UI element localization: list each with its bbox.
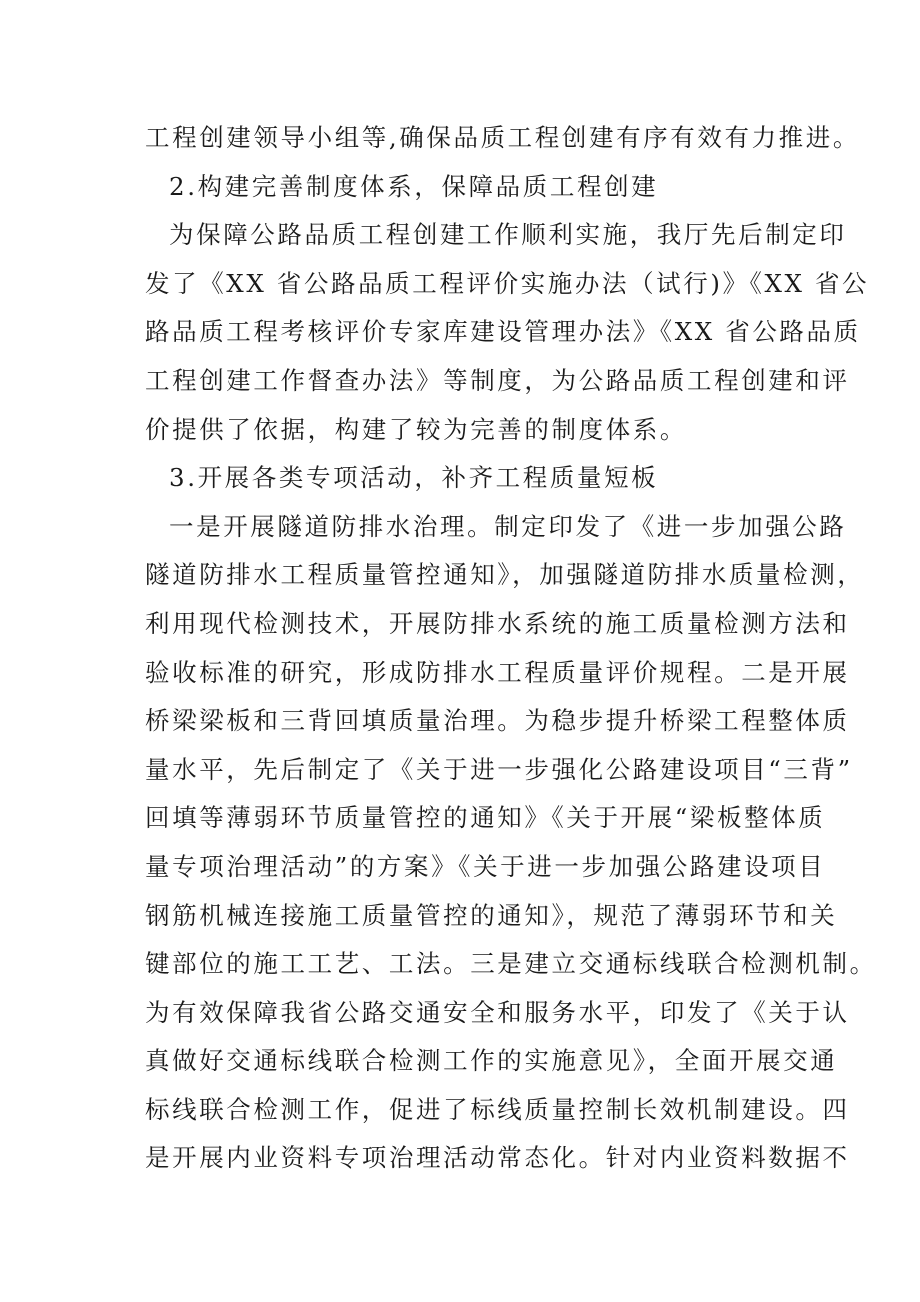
paragraph-first-line: 为保障公路品质工程创建工作顺利实施，我厅先后制定印 — [169, 220, 847, 250]
section-heading: 3.开展各类专项活动，补齐工程质量短板 — [169, 463, 659, 493]
text-line: 隧道防排水工程质量管控通知》，加强隧道防排水质量检测， — [145, 560, 865, 590]
paragraph-first-line: 一是开展隧道防排水治理。制定印发了《进一步加强公路 — [169, 511, 847, 541]
text-line: 发了《XX 省公路品质工程评价实施办法（试行)》《XX 省公 — [145, 268, 870, 298]
text-line: 工程创建工作督查办法》等制度，为公路品质工程创建和评 — [145, 365, 850, 395]
text-line: 桥梁梁板和三背回填质量治理。为稳步提升桥梁工程整体质 — [145, 706, 850, 736]
text-line: 价提供了依据，构建了较为完善的制度体系。 — [145, 414, 687, 444]
text-line: 利用现代检测技术，开展防排水系统的施工质量检测方法和 — [145, 608, 850, 638]
text-line: 回填等薄弱环节质量管控的通知》《关于开展“梁板整体质 — [145, 803, 826, 833]
text-line: 量水平，先后制定了《关于进一步强化公路建设项目“三背” — [145, 754, 853, 784]
text-line: 路品质工程考核评价专家库建设管理办法》《XX 省公路品质 — [145, 317, 861, 347]
text-line: 验收标准的研究，形成防排水工程质量评价规程。二是开展 — [145, 657, 850, 687]
section-heading: 2.构建完善制度体系，保障品质工程创建 — [169, 171, 659, 201]
text-line: 工程创建领导小组等,确保品质工程创建有序有效有力推进。 — [145, 123, 860, 152]
text-line: 是开展内业资料专项治理活动常态化。针对内业资料数据不 — [145, 1143, 850, 1173]
text-line: 量专项治理活动”的方案》《关于进一步加强公路建设项目 — [145, 851, 826, 881]
text-line: 为有效保障我省公路交通安全和服务水平，印发了《关于认 — [145, 997, 850, 1027]
text-line: 键部位的施工工艺、工法。三是建立交通标线联合检测机制。 — [145, 949, 877, 979]
text-line: 标线联合检测工作，促进了标线质量控制长效机制建设。四 — [145, 1094, 850, 1124]
document-body — [145, 114, 877, 1183]
text-line: 真做好交通标线联合检测工作的实施意见》，全面开展交通 — [145, 1046, 838, 1076]
text-line: 钢筋机械连接施工质量管控的通知》，规范了薄弱环节和关 — [145, 900, 838, 930]
